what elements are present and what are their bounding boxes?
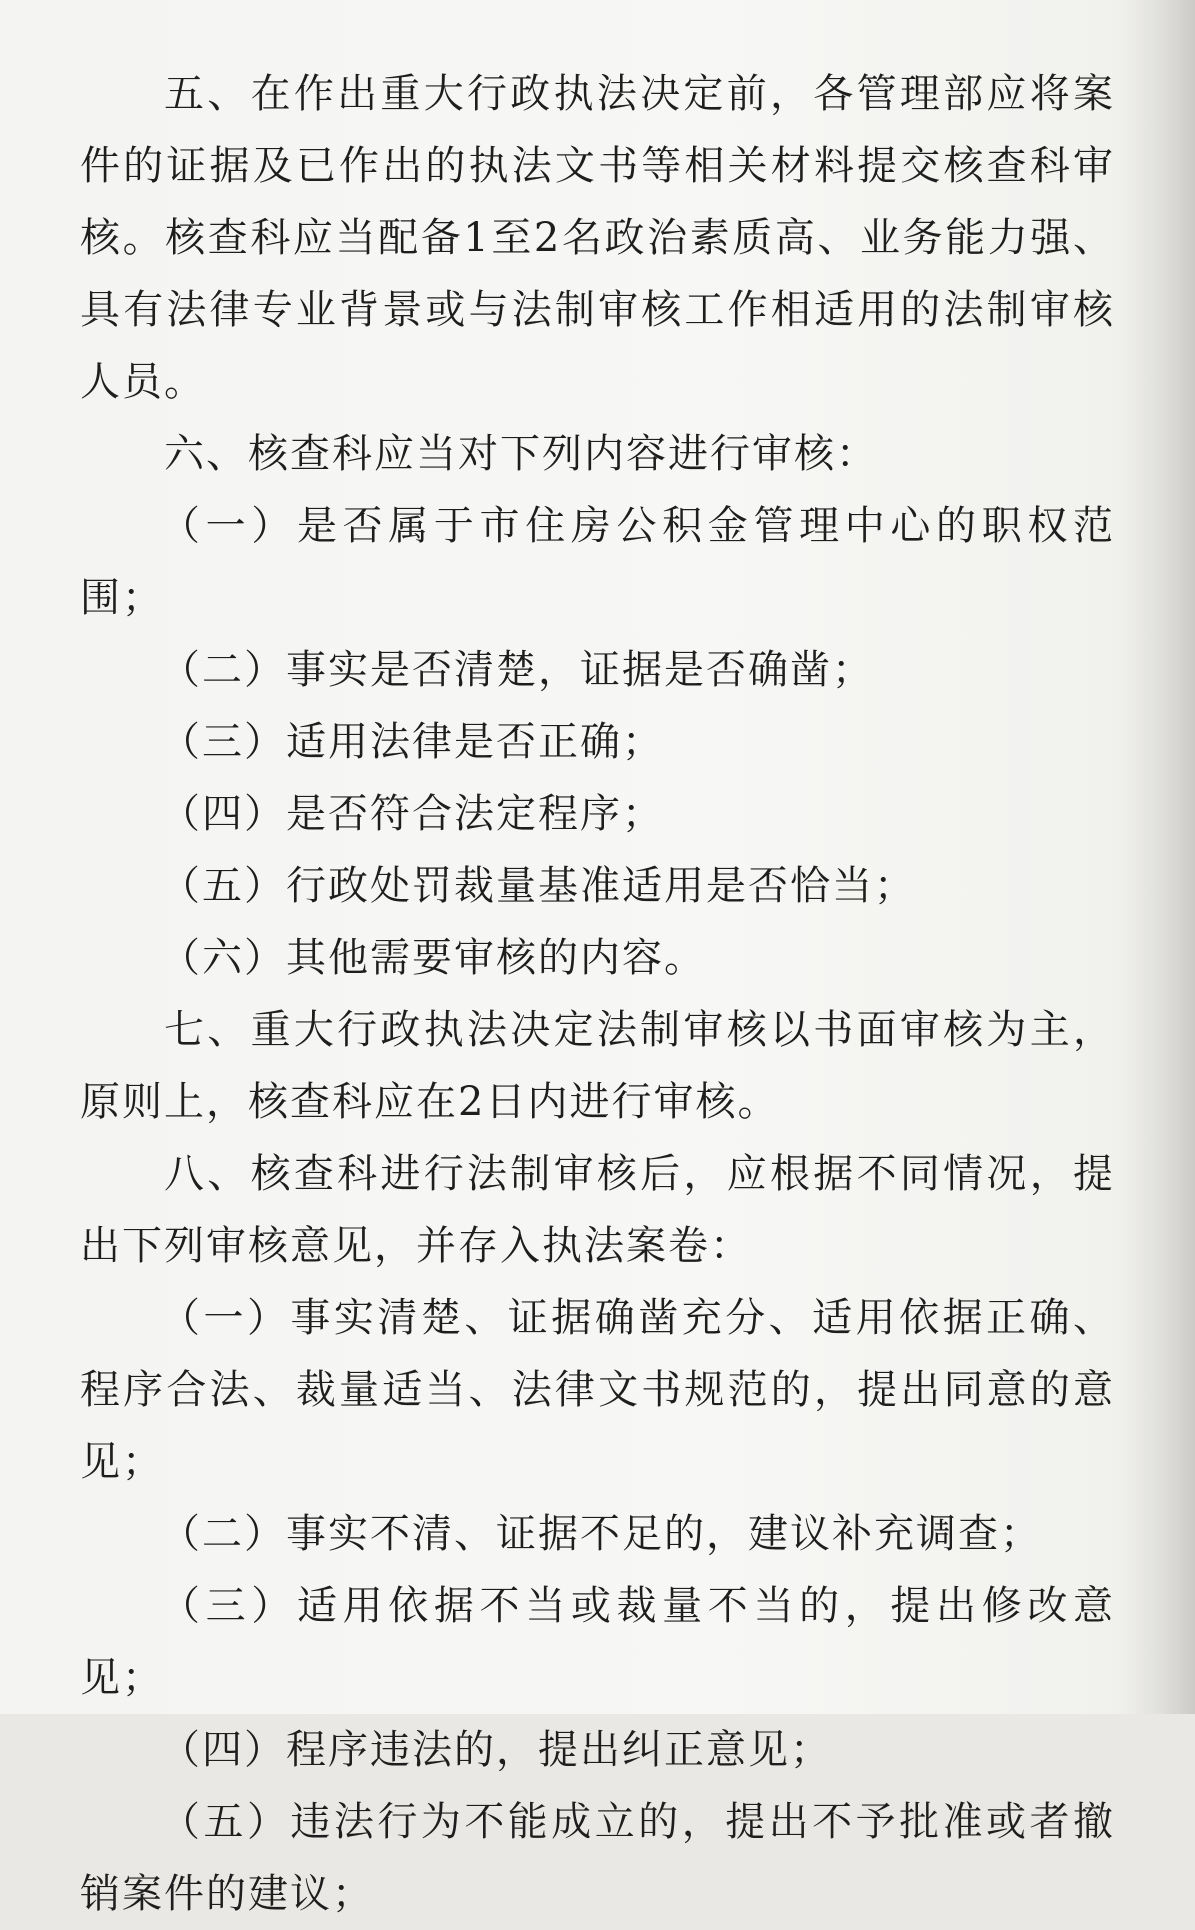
paragraph-section-6: 六、核查科应当对下列内容进行审核： [164,431,878,477]
list-item-review-procedure: （四）是否符合法定程序； [160,791,664,837]
list-item-review-scope: （一）是否属于市住房公积金管理中心的职权范围； [80,503,1115,621]
list-item-review-facts: （二）事实是否清楚，证据是否确凿； [160,647,874,693]
list-item-opinion-reject: （五）违法行为不能成立的，提出不予批准或者撤销案件的建议； [80,1799,1115,1917]
page-edge-shadow [1125,0,1195,1714]
list-item-review-discretion: （五）行政处罚裁量基准适用是否恰当； [160,863,916,909]
paragraph-section-5: 五、在作出重大行政执法决定前，各管理部应将案件的证据及已作出的执法文书等相关材料提交核查科审核。核查科应当配备1至2名政治素质高、业务能力强、具有法律专业背景或与法制审核工作相适用的法制审核人员。 [80,71,1115,405]
paragraph-section-7: 七、重大行政执法决定法制审核以书面审核为主，原则上，核查科应在2日内进行审核。 [80,1007,1115,1125]
list-item-opinion-modify: （三）适用依据不当或裁量不当的，提出修改意见； [80,1583,1115,1701]
list-item-opinion-investigate: （二）事实不清、证据不足的，建议补充调查； [160,1511,1042,1557]
list-item-review-law: （三）适用法律是否正确； [160,719,664,765]
document-body [80,58,1115,1930]
list-item-review-other: （六）其他需要审核的内容。 [160,935,706,981]
list-item-opinion-approve: （一）事实清楚、证据确凿充分、适用依据正确、程序合法、裁量适当、法律文书规范的，提出同意的意见； [80,1295,1115,1485]
paragraph-section-8: 八、核查科进行法制审核后，应根据不同情况，提出下列审核意见，并存入执法案卷： [80,1151,1115,1269]
list-item-opinion-correct: （四）程序违法的，提出纠正意见； [160,1727,832,1773]
